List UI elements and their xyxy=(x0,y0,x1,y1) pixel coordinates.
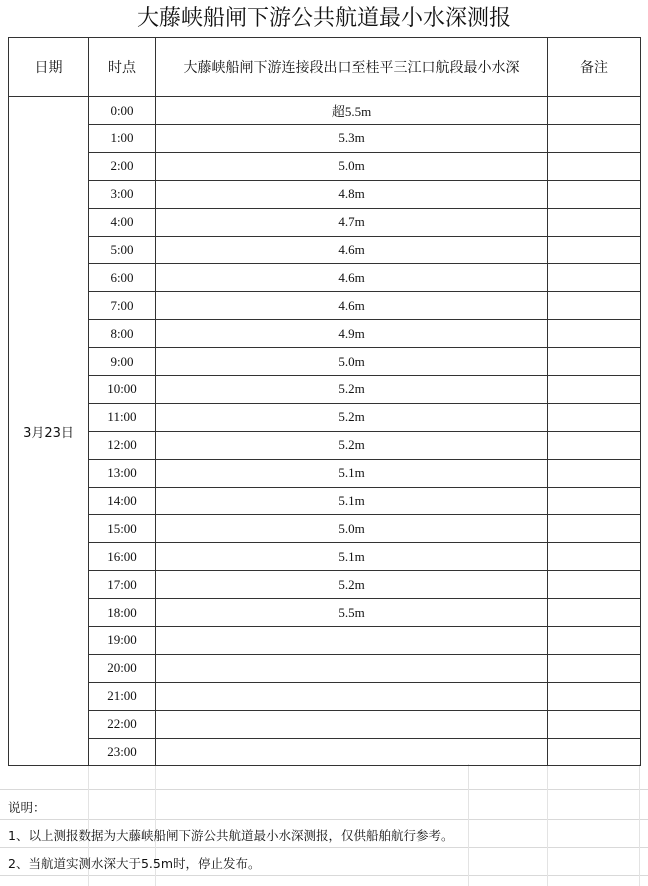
table-row xyxy=(9,180,641,208)
time-cell: 18:00 xyxy=(89,599,156,627)
time-cell: 15:00 xyxy=(89,515,156,543)
table-row xyxy=(9,543,641,571)
time-cell: 14:00 xyxy=(89,487,156,515)
time-cell: 7:00 xyxy=(89,292,156,320)
remark-cell xyxy=(548,97,641,125)
remark-cell xyxy=(548,738,641,766)
header-time: 时点 xyxy=(89,38,156,97)
depth-cell: 4.9m xyxy=(156,320,548,348)
table-body xyxy=(9,97,641,766)
depth-cell: 5.5m xyxy=(156,599,548,627)
time-cell: 6:00 xyxy=(89,264,156,292)
time-cell: 5:00 xyxy=(89,236,156,264)
depth-cell: 4.6m xyxy=(156,236,548,264)
table-row xyxy=(9,627,641,655)
table-row xyxy=(9,738,641,766)
depth-cell: 4.6m xyxy=(156,292,548,320)
time-cell: 8:00 xyxy=(89,320,156,348)
depth-cell xyxy=(156,654,548,682)
depth-cell: 5.2m xyxy=(156,376,548,404)
remark-cell xyxy=(548,543,641,571)
depth-cell: 5.3m xyxy=(156,125,548,153)
table-row xyxy=(9,710,641,738)
table-row xyxy=(9,682,641,710)
table-row xyxy=(9,487,641,515)
time-cell: 1:00 xyxy=(89,125,156,153)
depth-cell: 5.0m xyxy=(156,348,548,376)
depth-cell: 5.2m xyxy=(156,431,548,459)
remark-cell xyxy=(548,627,641,655)
time-cell: 4:00 xyxy=(89,208,156,236)
notes-heading: 说明： xyxy=(8,800,46,815)
depth-report-table xyxy=(8,37,641,766)
remark-cell xyxy=(548,152,641,180)
time-cell: 20:00 xyxy=(89,654,156,682)
header-remarks: 备注 xyxy=(548,38,641,97)
table-row xyxy=(9,571,641,599)
time-cell: 12:00 xyxy=(89,431,156,459)
table-row xyxy=(9,459,641,487)
remark-cell xyxy=(548,376,641,404)
time-cell: 3:00 xyxy=(89,180,156,208)
table-row xyxy=(9,208,641,236)
depth-cell xyxy=(156,682,548,710)
sheet-gridline xyxy=(0,789,648,790)
remark-cell xyxy=(548,599,641,627)
time-cell: 11:00 xyxy=(89,403,156,431)
table-row xyxy=(9,431,641,459)
remark-cell xyxy=(548,459,641,487)
remark-cell xyxy=(548,654,641,682)
depth-cell: 5.2m xyxy=(156,571,548,599)
table-row xyxy=(9,292,641,320)
time-cell: 17:00 xyxy=(89,571,156,599)
depth-cell: 5.1m xyxy=(156,543,548,571)
table-row xyxy=(9,152,641,180)
sheet-gridline xyxy=(0,847,648,848)
depth-cell: 5.0m xyxy=(156,515,548,543)
depth-cell: 5.0m xyxy=(156,152,548,180)
remark-cell xyxy=(548,320,641,348)
table-row xyxy=(9,236,641,264)
table-row xyxy=(9,599,641,627)
depth-cell xyxy=(156,710,548,738)
table-row xyxy=(9,376,641,404)
table-row xyxy=(9,515,641,543)
note-item-1: 1、以上测报数据为大藤峡船闸下游公共航道最小水深测报，仅供船舶航行参考。 xyxy=(8,828,454,843)
remark-cell xyxy=(548,236,641,264)
depth-cell: 5.1m xyxy=(156,487,548,515)
time-cell: 2:00 xyxy=(89,152,156,180)
date-cell: 3月23日 xyxy=(9,97,89,766)
sheet-gridline xyxy=(0,819,648,820)
sheet-gridline xyxy=(468,764,469,886)
time-cell: 10:00 xyxy=(89,376,156,404)
remark-cell xyxy=(548,403,641,431)
depth-cell: 超5.5m xyxy=(156,97,548,125)
sheet-gridline xyxy=(0,875,648,876)
remark-cell xyxy=(548,710,641,738)
time-cell: 23:00 xyxy=(89,738,156,766)
sheet-gridline xyxy=(547,764,548,886)
table-row xyxy=(9,654,641,682)
remark-cell xyxy=(548,292,641,320)
depth-cell: 4.7m xyxy=(156,208,548,236)
table-row xyxy=(9,320,641,348)
remark-cell xyxy=(548,431,641,459)
remark-cell xyxy=(548,264,641,292)
table-row xyxy=(9,403,641,431)
table-row xyxy=(9,348,641,376)
remark-cell xyxy=(548,208,641,236)
note-item-2: 2、当航道实测水深大于5.5m时，停止发布。 xyxy=(8,856,261,871)
depth-cell xyxy=(156,738,548,766)
table-row xyxy=(9,97,641,125)
depth-cell: 5.2m xyxy=(156,403,548,431)
header-depth: 大藤峡船闸下游连接段出口至桂平三江口航段最小水深 xyxy=(156,38,548,97)
depth-cell: 4.8m xyxy=(156,180,548,208)
table-row xyxy=(9,125,641,153)
depth-cell xyxy=(156,627,548,655)
time-cell: 13:00 xyxy=(89,459,156,487)
time-cell: 9:00 xyxy=(89,348,156,376)
remark-cell xyxy=(548,571,641,599)
time-cell: 0:00 xyxy=(89,97,156,125)
remark-cell xyxy=(548,125,641,153)
remark-cell xyxy=(548,180,641,208)
remark-cell xyxy=(548,348,641,376)
time-cell: 22:00 xyxy=(89,710,156,738)
depth-cell: 5.1m xyxy=(156,459,548,487)
page-title: 大藤峡船闸下游公共航道最小水深测报 xyxy=(136,6,511,31)
time-cell: 16:00 xyxy=(89,543,156,571)
remark-cell xyxy=(548,515,641,543)
time-cell: 21:00 xyxy=(89,682,156,710)
sheet-gridline xyxy=(639,764,640,886)
depth-cell: 4.6m xyxy=(156,264,548,292)
remark-cell xyxy=(548,682,641,710)
remark-cell xyxy=(548,487,641,515)
table-row xyxy=(9,264,641,292)
header-date: 日期 xyxy=(9,38,89,97)
time-cell: 19:00 xyxy=(89,627,156,655)
table-header-row xyxy=(9,38,641,97)
